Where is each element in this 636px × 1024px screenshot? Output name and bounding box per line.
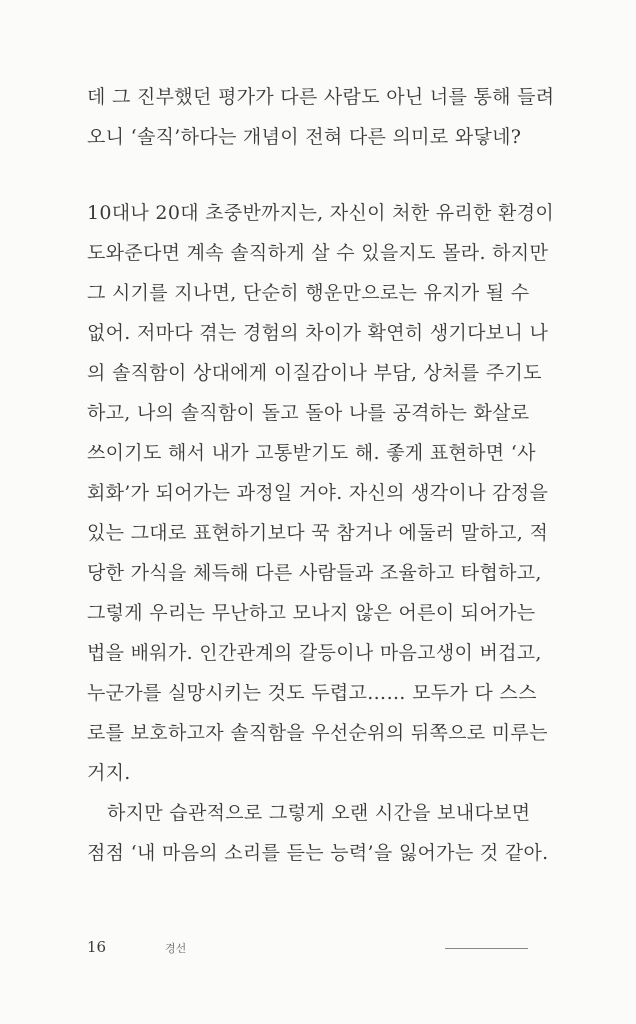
text-line: 있는 그대로 표현하기보다 꾹 참거나 에둘러 말하고, 적 [87, 522, 549, 544]
text-line: 그 시기를 지나면, 단순히 행운만으로는 유지가 될 수 [87, 282, 530, 304]
text-line: 하고, 나의 솔직함이 돌고 돌아 나를 공격하는 화살로 [87, 402, 530, 424]
text-line: 오니 ‘솔직’하다는 개념이 전혀 다른 의미로 와닿네? [87, 126, 522, 148]
page-number: 16 [87, 938, 107, 956]
text-line: 누군가를 실망시키는 것도 두렵고…… 모두가 다 스스 [87, 682, 537, 704]
text-line: 데 그 진부했던 평가가 다른 사람도 아닌 너를 통해 들려 [87, 86, 555, 108]
text-line: 하지만 습관적으로 그렇게 오랜 시간을 보내다보면 [107, 802, 531, 824]
text-line: 의 솔직함이 상대에게 이질감이나 부담, 상처를 주기도 [87, 362, 542, 384]
footer-divider [445, 948, 528, 949]
text-line: 회화’가 되어가는 과정일 거야. 자신의 생각이나 감정을 [87, 482, 549, 504]
text-line: 10대나 20대 초중반까지는, 자신이 처한 유리한 환경이 [87, 202, 555, 224]
text-line: 거지. [87, 762, 131, 784]
text-line: 로를 보호하고자 솔직함을 우선순위의 뒤쪽으로 미루는 [87, 722, 548, 744]
text-line: 도와준다면 계속 솔직하게 살 수 있을지도 몰라. 하지만 [87, 242, 549, 264]
running-title: 경선 [165, 942, 187, 955]
text-line: 쓰이기도 해서 내가 고통받기도 해. 좋게 표현하면 ‘사 [87, 442, 536, 464]
text-line: 점점 ‘내 마음의 소리를 듣는 능력’을 잃어가는 것 같아. [87, 842, 549, 864]
text-line: 없어. 저마다 겪는 경험의 차이가 확연히 생기다보니 나 [87, 322, 549, 344]
text-line: 법을 배워가. 인간관계의 갈등이나 마음고생이 버겁고, [87, 642, 542, 664]
text-line: 그렇게 우리는 무난하고 모나지 않은 어른이 되어가는 [87, 602, 536, 624]
text-line: 당한 가식을 체득해 다른 사람들과 조율하고 타협하고, [87, 562, 542, 584]
